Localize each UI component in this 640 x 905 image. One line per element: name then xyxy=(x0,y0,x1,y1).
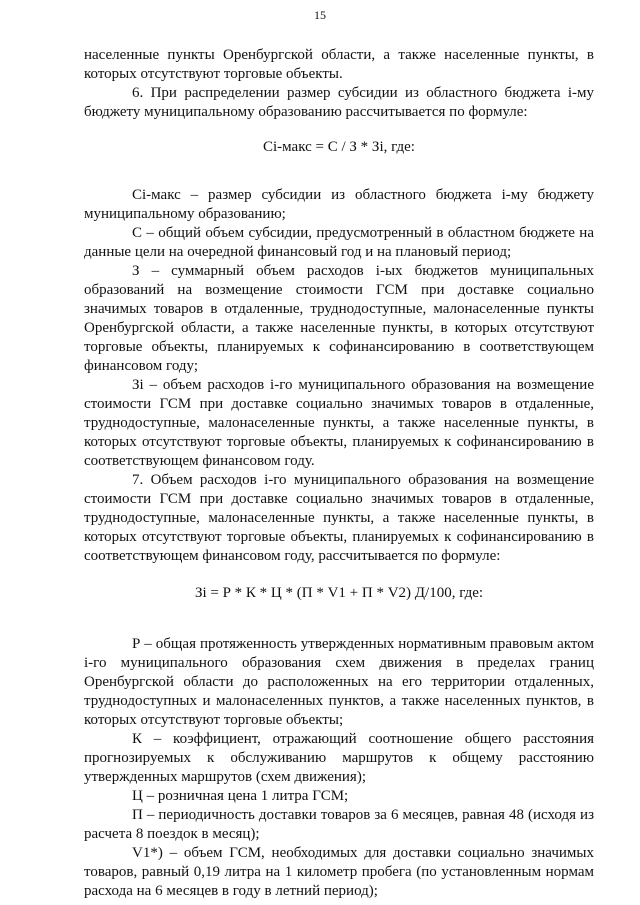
formula: Зi = Р * К * Ц * (П * V1 + П * V2) Д/100, где: xyxy=(194,585,484,601)
paragraph: V1*) – объем ГСМ, необходимых для доставки социально значимых товаров, равный 0,19 литра на 1 километр пробега (по установленным нормам расхода на 6 месяцев в году в летний период); xyxy=(84,845,594,899)
paragraph: Р – общая протяженность утвержденных нормативным правовым актом i-го муниципального образования схем движения в пределах границ Оренбургской области до расположенных на его территории отдаленных, труднодоступных и малонаселенных пунктов, а также населенных пунктов, в которых отсутствуют торговые объекты; xyxy=(84,636,594,728)
paragraph: С – общий объем субсидии, предусмотренный в областном бюджете на данные цели на очередной финансовый год и на плановый период; xyxy=(84,225,594,260)
paragraph: населенные пункты Оренбургской области, а также населенные пункты, в которых отсутствуют торговые объекты. xyxy=(84,47,594,82)
paragraph: К – коэффициент, отражающий соотношение общего расстояния прогнозируемых к обслуживанию маршрутов к общему расстоянию утвержденных маршрутов (схем движения); xyxy=(84,731,594,785)
page-number: 15 xyxy=(314,8,326,22)
paragraph: П – периодичность доставки товаров за 6 месяцев, равная 48 (исходя из расчета 8 поездок в месяц); xyxy=(84,807,594,842)
page-body xyxy=(84,46,594,901)
paragraph: 7. Объем расходов i-го муниципального образования на возмещение стоимости ГСМ при доставке социально значимых товаров в отдаленные, труднодоступные, малонаселенные пункты, а также населенные пункты, в которых отсутствуют торговые объекты, планируемых к софинансированию в соответствующем финансовом году, рассчитывается по формуле: xyxy=(84,472,594,564)
paragraph: Ц – розничная цена 1 литра ГСМ; xyxy=(132,788,349,804)
formula: Сi-макс = С / З * Зi, где: xyxy=(263,139,415,155)
paragraph: З – суммарный объем расходов i-ых бюджетов муниципальных образований на возмещение стоимости ГСМ при доставке социально значимых товаров в отдаленные, труднодоступные, малонаселенные пункты Оренбургской области, а также населенные пункты, в которых отсутствуют торговые объекты, планируемых к софинансированию в соответствующем финансовом году; xyxy=(84,263,594,374)
paragraph: Зi – объем расходов i-го муниципального образования на возмещение стоимости ГСМ при доставке социально значимых товаров в отдаленные, труднодоступные, малонаселенные пункты, а также населенные пункты, в которых отсутствуют торговые объекты, планируемых к софинансированию в соответствующем финансовом году. xyxy=(84,377,594,469)
paragraph: 6. При распределении размер субсидии из областного бюджета i-му бюджету муниципальному образованию рассчитывается по формуле: xyxy=(84,85,594,120)
paragraph: Сi-макс – размер субсидии из областного бюджета i-му бюджету муниципальному образованию; xyxy=(84,187,594,222)
